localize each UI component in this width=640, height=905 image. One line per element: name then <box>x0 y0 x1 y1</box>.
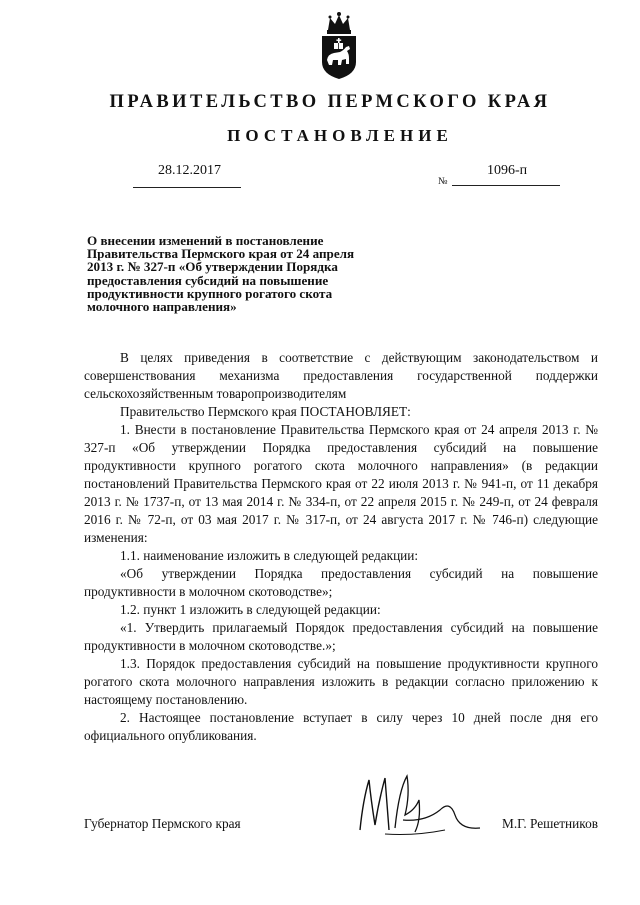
subject-line: Правительства Пермского края от 24 апреля <box>87 246 355 262</box>
coat-of-arms-icon <box>316 10 362 80</box>
subject-line: молочного направления» <box>87 299 237 315</box>
document-date: 28.12.2017 <box>158 163 221 178</box>
subject-line: предоставления субсидий на повышение <box>87 272 329 288</box>
clause-1-2-text: «1. Утвердить прилагаемый Порядок предоставления субсидий на повышение продуктивности в молочном скотоводстве.»; <box>84 620 598 653</box>
clause-2: 2. Настоящее постановление вступает в силу через 10 дней после дня его официального опубликования. <box>84 710 598 743</box>
government-title: ПРАВИТЕЛЬСТВО ПЕРМСКОГО КРАЯ <box>109 92 551 112</box>
clause-1-3: 1.3. Порядок предоставления субсидий на повышение продуктивности крупного рогатого скота молочного направления изложить в редакции согласно приложению к настоящему постановлению. <box>84 656 598 707</box>
document-type: ПОСТАНОВЛЕНИЕ <box>227 126 453 145</box>
clause-1-2: 1.2. пункт 1 изложить в следующей редакции: <box>120 602 381 617</box>
number-underline <box>452 185 560 186</box>
document-subject <box>87 234 407 313</box>
preamble-paragraph: В целях приведения в соответствие с действующим законодательством и совершенствования механизма предоставления государственной поддержки сельскохозяйственным товаропроизводителям <box>84 350 598 401</box>
signatory-name: М.Г. Решетников <box>502 816 598 831</box>
resolves-paragraph: Правительство Пермского края ПОСТАНОВЛЯЕТ: <box>120 404 411 419</box>
number-sign: № <box>438 176 448 187</box>
subject-line: 2013 г. № 327-п «Об утверждении Порядка <box>87 259 338 275</box>
document-body <box>84 349 598 745</box>
subject-line: продуктивности крупного рогатого скота <box>87 285 333 301</box>
signatory-role: Губернатор Пермского края <box>84 816 241 831</box>
date-underline <box>133 187 241 188</box>
clause-1-1: 1.1. наименование изложить в следующей редакции: <box>120 548 419 563</box>
clause-1-1-text: «Об утверждении Порядка предоставления субсидий на повышение продуктивности в молочном скотоводстве»; <box>84 566 598 599</box>
clause-1: 1. Внести в постановление Правительства Пермского края от 24 апреля 2013 г. № 327-п «Об утверждении Порядка предоставления субсидий на повышение продуктивности крупного рогатого скота молочного направления» (в редакции постановлений Правительства Пермского края от 22 июля 2013 г. № 941-п, от 11 декабря 2013 г. № 1737-п, от 13 мая 2014 г. № 334-п, от 22 апреля 2015 г. № 249-п, от 24 февраля 2016 г. № 72-п, от 03 мая 2017 г. № 317-п, от 24 августа 2017 г. № 746-п) следующие изменения: <box>84 422 598 545</box>
document-number: 1096-п <box>487 163 528 178</box>
subject-line: О внесении изменений в постановление <box>87 233 324 248</box>
handwritten-signature-icon <box>355 770 485 840</box>
